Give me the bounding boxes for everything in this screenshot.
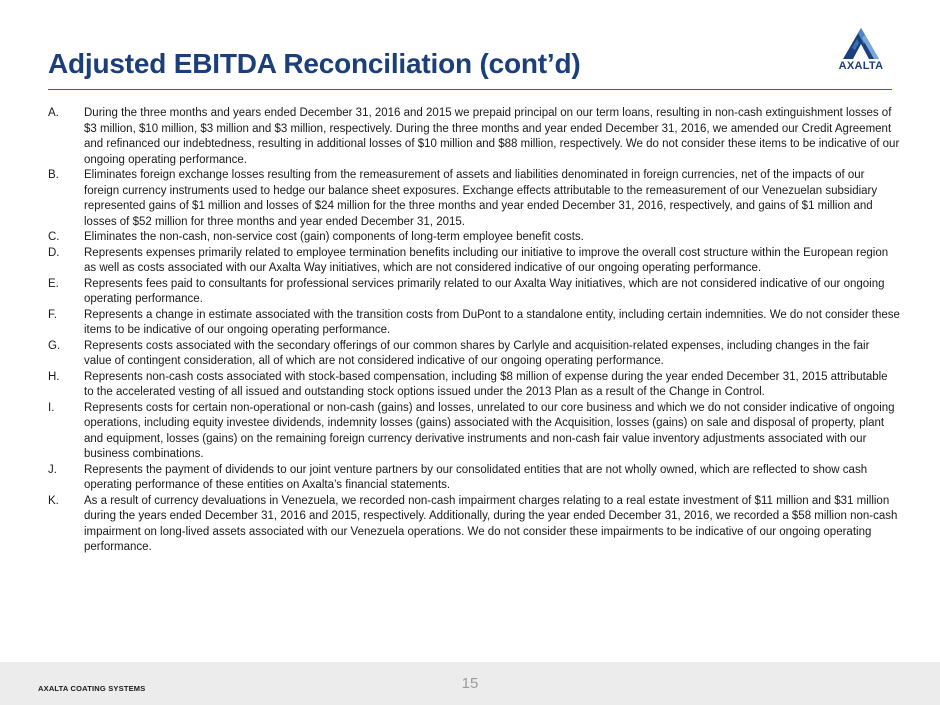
footnote-letter: C. [48, 231, 60, 243]
footnote-letter: B. [48, 169, 59, 181]
footnote-letter: G. [48, 339, 61, 352]
footnote-letter: E. [48, 277, 59, 290]
footnote-letter: K. [48, 494, 59, 507]
footnote-text: During the three months and years ended December 31, 2016 and 2015 we prepaid principal on our term loans, resulting in non-cash extinguishment losses of $3 million, $10 million, $3 million and $3 million, respectively. During the three months and year ended December 31, 2016, we amended our Credit Agreement and refinanced our indebtedness, resulting in additional losses of $10 million and $88 million, respectively. We do not consider these items to be indicative of our ongoing operating performance. [84, 107, 900, 166]
footnote-g [48, 339, 900, 370]
footnote-letter: H. [48, 370, 60, 383]
footnote-text: Eliminates foreign exchange losses resulting from the remeasurement of assets and liabilities denominated in foreign currencies, net of the impacts of our foreign currency instruments used to hedge our balance sheet exposures. Exchange effects attributable to the remeasurement of our Venezuelan subsidiary represented gains of $1 million and losses of $24 million for the three months and year ended December 31, 2016, respectively, and gains of $1 million and losses of $52 million for three months and year ended December 31, 2015. [84, 169, 878, 228]
title-divider [48, 89, 892, 90]
page-number: 15 [461, 675, 479, 692]
footnote-letter: A. [48, 107, 59, 119]
footnote-e [48, 277, 900, 308]
footer-company: AXALTA COATING SYSTEMS [38, 684, 146, 693]
footnote-text: Represents expenses primarily related to employee termination benefits including our initiative to improve the overall cost structure within the European region as well as costs associated with our Axalta Way initiatives, which are not considered indicative of our ongoing operating performance. [84, 246, 889, 274]
footnote-f [48, 308, 900, 339]
footnote-c [48, 230, 900, 246]
axalta-logo [830, 26, 892, 74]
footnote-text: Eliminates the non-cash, non-service cost (gain) components of long-term employee benefit costs. [84, 231, 584, 243]
footnote-letter: I. [48, 401, 55, 414]
footnote-letter: J. [48, 463, 57, 476]
footnote-letter: D. [48, 246, 60, 259]
footnote-k [48, 494, 900, 556]
footnote-list [48, 106, 900, 556]
axalta-logo-icon [830, 26, 892, 60]
footnote-text: Represents fees paid to consultants for professional services primarily related to our Axalta Way initiatives, which are not considered indicative of our ongoing operating performance. [84, 277, 885, 305]
footnote-a [48, 106, 900, 168]
footnote-text: Represents costs associated with the secondary offerings of our common shares by Carlyle and acquisition-related expenses, including changes in the fair value of contingent consideration, all of which are not considered indicative of our ongoing operating performance. [84, 339, 870, 367]
footnote-letter: F. [48, 308, 57, 321]
footnote-j [48, 463, 900, 494]
footnote-d [48, 246, 900, 277]
footnote-i [48, 401, 900, 463]
page-title: Adjusted EBITDA Reconciliation (cont’d) [48, 48, 581, 79]
footnote-text: As a result of currency devaluations in Venezuela, we recorded non-cash impairment charges relating to a real estate investment of $11 million and $31 million during the years ended December 31, 2016 and 2015, respectively. Additionally, during the year ended December 31, 2016, we recorded a $58 million non-cash impairment on long-lived assets associated with our Venezuela operations. We do not consider these impairments to be indicative of our ongoing operating performance. [84, 494, 898, 553]
footnote-text: Represents a change in estimate associated with the transition costs from DuPont to a standalone entity, including certain indemnities. We do not consider these items to be indicative of our ongoing operating performance. [84, 308, 900, 336]
footnote-text: Represents costs for certain non-operational or non-cash (gains) and losses, unrelated to our core business and which we do not consider indicative of ongoing operations, including equity investee dividends, indemnity losses (gains) associated with the Acquisition, losses (gains) on sale and disposal of property, plant and equipment, losses (gains) on the remaining foreign currency derivative instruments and non-cash fair value inventory adjustments associated with our business combinations. [84, 401, 895, 460]
footnote-text: Represents non-cash costs associated with stock-based compensation, including $8 million of expense during the year ended December 31, 2015 attributable to the accelerated vesting of all issued and outstanding stock options issued under the 2013 Plan as a result of the Change in Control. [84, 370, 888, 398]
footnote-h [48, 370, 900, 401]
logo-wordmark: AXALTA [838, 60, 884, 72]
footnote-b [48, 168, 900, 230]
footnote-text: Represents the payment of dividends to our joint venture partners by our consolidated entities that are not wholly owned, which are reflected to show cash operating performance of these entities on Axalta’s financial statements. [84, 463, 868, 491]
